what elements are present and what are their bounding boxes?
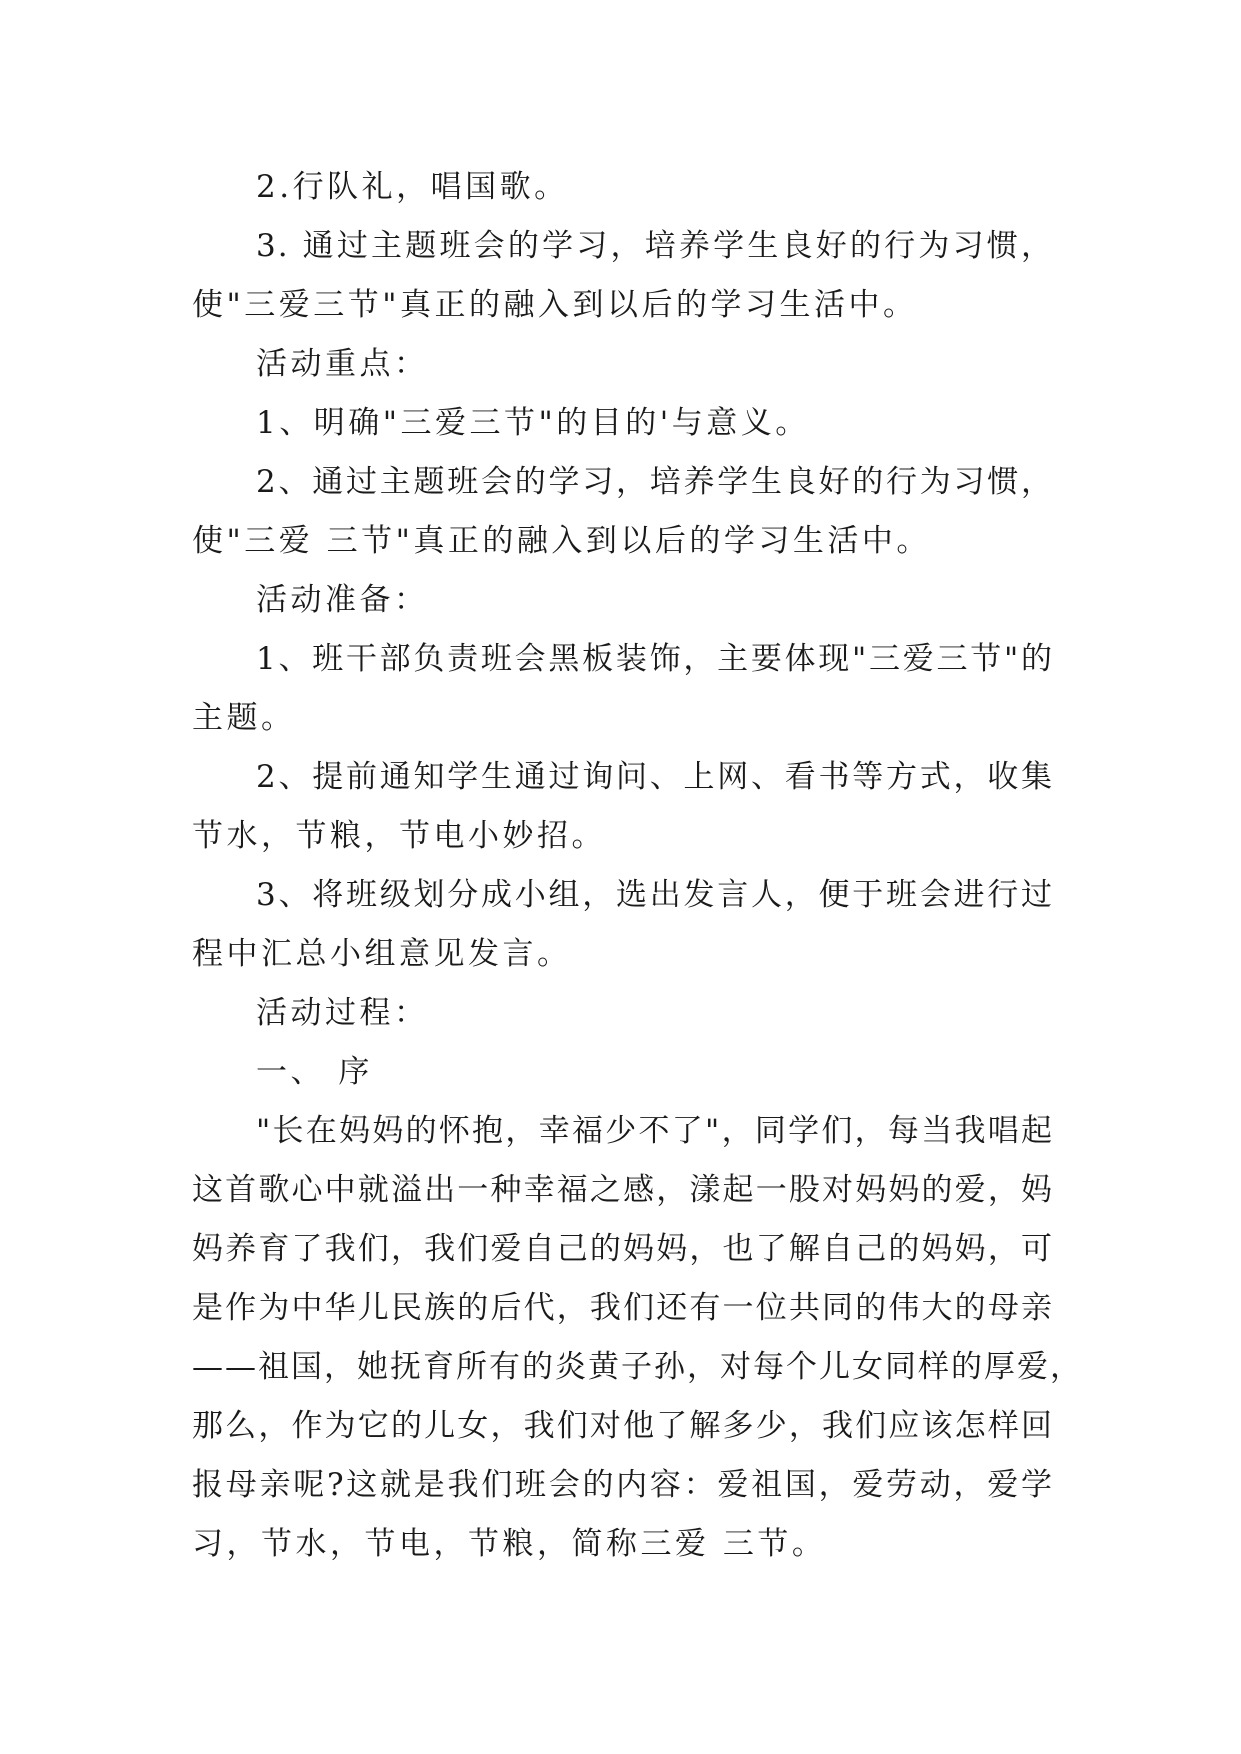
section-heading: 活动过程： <box>256 995 429 1031</box>
text-line: 2、提前通知学生通过询问、上网、看书等方式，收集 <box>256 759 1054 795</box>
text-line: 主题。 <box>192 700 296 736</box>
text-line: 1、明确"三爱三节"的目的'与意义。 <box>256 405 810 441</box>
text-line: "长在妈妈的怀抱，幸福少不了"，同学们，每当我唱起 <box>256 1113 1054 1149</box>
section-heading: 一、 序 <box>256 1054 373 1090</box>
section-heading: 活动准备： <box>256 582 429 618</box>
text-line: 是作为中华儿民族的后代，我们还有一位共同的伟大的母亲 <box>192 1290 1054 1326</box>
text-line: 1、班干部负责班会黑板装饰，主要体现"三爱三节"的 <box>256 641 1054 677</box>
text-line: 3、将班级划分成小组，选出发言人，便于班会进行过 <box>256 877 1054 913</box>
text-line: 2.行队礼，唱国歌。 <box>256 169 569 205</box>
text-line: 那么，作为它的儿女，我们对他了解多少，我们应该怎样回 <box>192 1408 1054 1444</box>
text-line: 使"三爱三节"真正的融入到以后的学习生活中。 <box>192 287 918 323</box>
text-line: 这首歌心中就溢出一种幸福之感，漾起一股对妈妈的爱，妈 <box>192 1172 1054 1208</box>
text-line: 使"三爱 三节"真正的融入到以后的学习生活中。 <box>192 523 931 559</box>
section-heading: 活动重点： <box>256 346 429 382</box>
text-line: 习，节水，节电，节粮，简称三爱 三节。 <box>192 1526 827 1562</box>
text-line: 报母亲呢?这就是我们班会的内容：爱祖国，爱劳动，爱学 <box>192 1467 1054 1503</box>
text-line: 2、通过主题班会的学习，培养学生良好的行为习惯， <box>256 464 1054 500</box>
text-line: 程中汇总小组意见发言。 <box>192 936 572 972</box>
text-line: ——祖国，她抚育所有的炎黄子孙，对每个儿女同样的厚爱， <box>192 1349 1083 1385</box>
text-line: 3. 通过主题班会的学习，培养学生良好的行为习惯， <box>256 228 1054 264</box>
text-line: 节水，节粮，节电小妙招。 <box>192 818 606 854</box>
document-body <box>192 158 1083 1574</box>
text-line: 妈养育了我们，我们爱自己的妈妈，也了解自己的妈妈，可 <box>192 1231 1054 1267</box>
